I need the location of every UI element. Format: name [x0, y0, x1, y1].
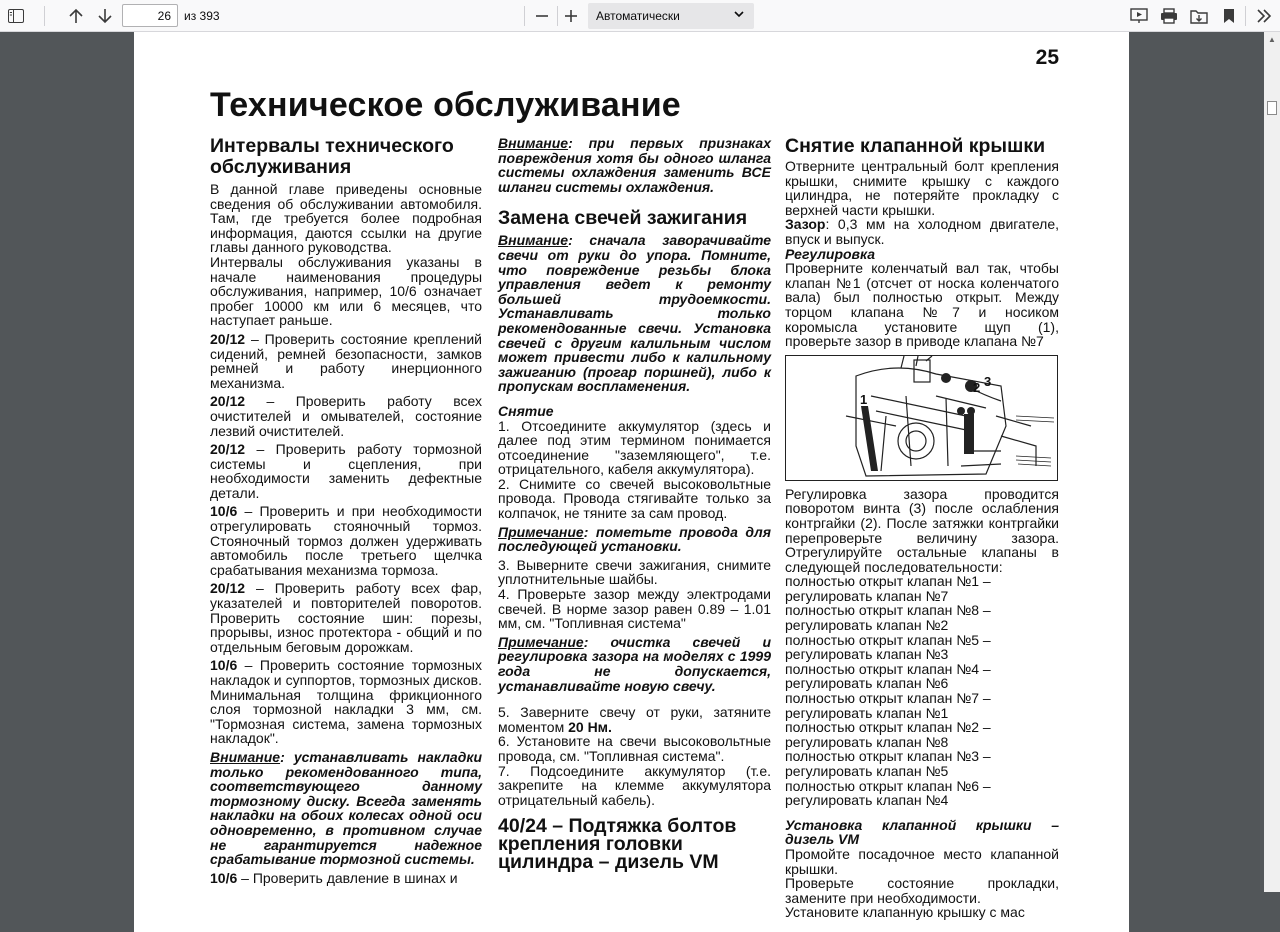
sequence-line: регулировать клапан №7 [785, 587, 949, 604]
bookmark-icon[interactable] [1217, 4, 1241, 28]
warning-text: : сначала заворачивайте свечи от руки до упора. Помните, что повреждение резьбы блока управления ведет к ремонту большей трудоемкости. Устанавливать только рекомендованные свечи. Установка свечей с другим калильным числом может привести либо к калильному зажиганию (прогар поршней), либо к пропускам воспламенения. [498, 232, 771, 395]
sequence-line: полностью открыт клапан №4 – [785, 660, 991, 677]
text-column-1 [210, 136, 482, 885]
toolbar-separator [524, 6, 525, 26]
maintenance-item [210, 871, 482, 886]
warning-note [498, 136, 771, 194]
interval-code: 20/12 [210, 330, 246, 347]
sequence-line: регулировать клапан №6 [785, 675, 949, 692]
sequence-line: полностью открыт клапан №1 – [785, 573, 991, 590]
maintenance-item [210, 504, 482, 577]
print-icon[interactable] [1157, 4, 1181, 28]
scroll-up-arrow-icon[interactable]: ▲ [1268, 35, 1276, 44]
sequence-line: полностью открыт клапан №2 – [785, 719, 991, 736]
torque-value: 20 Нм. [568, 718, 612, 735]
step-text: 5. Заверните свечу от руки, затяните моментом [498, 704, 771, 735]
interval-text: – Проверить работу всех фар, указателей и повторителей поворотов. Проверить состояние шин: порезы, прорывы, износ протектора - общий и по отдельным беговым дорожкам. [210, 580, 482, 655]
interval-text: – Проверить состояние креплений сидений, ремней безопасности, замков ремней и работу инерционного механизма. [210, 330, 482, 391]
warning-label: Внимание [210, 748, 281, 765]
gap-label: Зазор [785, 216, 826, 233]
figure-label-1: 1 [860, 391, 868, 407]
sequence-line: регулировать клапан №5 [785, 763, 949, 779]
maintenance-item [210, 332, 482, 390]
maintenance-item [210, 658, 482, 746]
page-title: Техническое обслуживание [210, 86, 681, 124]
figure-label-3: 3 [984, 373, 992, 389]
arrow-down-icon[interactable] [93, 4, 117, 28]
gap-text: : 0,3 мм на холодном двигателе, впуск и выпуск. [785, 216, 1059, 247]
note-label: Примечание [498, 523, 584, 540]
paragraph: Регулировка зазора проводится поворотом винта (3) после ослабления контргайки (2). После затяжки контргайки перепроверьте величину зазора. Отрегулируйте остальные клапаны в следующей последовательности: [785, 485, 1059, 575]
plus-icon[interactable] [559, 4, 583, 28]
interval-code: 20/12 [210, 441, 246, 458]
step: 4. Проверьте зазор между электродами свечей. В норме зазор равен 0.89 – 1.01 мм, см. "Топливная система" [498, 586, 771, 632]
section-heading: Снятие клапанной крышки [785, 135, 1046, 157]
interval-code: 10/6 [210, 869, 238, 886]
note [498, 635, 771, 693]
interval-code: 20/12 [210, 580, 246, 597]
note [498, 525, 771, 554]
toolbar-separator [557, 6, 558, 26]
step: 6. Установите на свечи высоковольтные провода, см. "Топливная система". [498, 733, 771, 764]
double-chevron-right-icon[interactable] [1252, 4, 1276, 28]
interval-code: 20/12 [210, 393, 246, 410]
paragraph: Промойте посадочное место клапанной крышки. [785, 845, 1059, 877]
step: 1. Отсоедините аккумулятор (здесь и далее под этим термином понимается отсоединение "заземляющего", т.е. отрицательного, кабеля аккумулятора). [498, 417, 771, 478]
maintenance-item [210, 581, 482, 654]
subheading: Регулировка [785, 245, 876, 262]
toolbar-separator [1245, 6, 1246, 26]
arrow-up-icon[interactable] [64, 4, 88, 28]
engine-illustration [786, 356, 1058, 481]
paragraph [785, 217, 1059, 246]
zoom-select[interactable] [588, 3, 754, 29]
zoom-select-value: Автоматически [596, 9, 680, 23]
warning-text: : устанавливать накладки только рекомендованного типа, соответствующего данному тормозному диску. Всегда заменять накладки на обоих колесах одной оси одновременно, в противном случае не гарантируется надежное срабатывание тормозной системы. [210, 748, 482, 868]
interval-code: 10/6 [210, 657, 238, 674]
paragraph: Проверьте состояние прокладки, замените при необходимости. [785, 875, 1059, 906]
interval-text: – Проверить работу тормозной системы и сцепления, при необходимости заменить дефектные детали. [210, 441, 482, 501]
warning-note [498, 233, 771, 394]
page-count-label: из 393 [184, 9, 220, 23]
section-heading: Интервалы технического обслуживания [210, 135, 454, 178]
minus-icon[interactable] [530, 4, 554, 28]
subheading: Установка клапанной крышки – дизель VM [785, 816, 1059, 848]
toolbar-separator [44, 6, 45, 26]
maintenance-item [210, 394, 482, 438]
figure-label-2: 2 [973, 379, 981, 395]
sidebar-toggle-icon[interactable] [4, 4, 28, 28]
sequence-line: полностью открыт клапан №5 – [785, 631, 991, 648]
sequence-line: регулировать клапан №2 [785, 617, 949, 634]
pdf-page [134, 32, 1129, 932]
note-text: : пометьте провода для последующей установки. [498, 523, 771, 555]
section-heading: 40/24 – Подтяжка болтов крепления головки цилиндра – дизель VM [498, 815, 737, 874]
paragraph: В данной главе приведены основные сведения об обслуживании автомобиля. Там, где требуется более подробная информация, даются ссылки на другие главы данного руководства. [210, 181, 482, 256]
step: 7. Подсоедините аккумулятор (т.е. закрепите на клемме аккумулятора отрицательный кабель). [498, 762, 771, 808]
page-number: 25 [1035, 46, 1059, 69]
section-heading: Замена свечей зажигания [498, 207, 748, 230]
text-column-2 [498, 136, 771, 875]
page-number-input[interactable] [122, 4, 178, 27]
subheading: Снятие [498, 402, 554, 419]
sequence-line: полностью открыт клапан №7 – [785, 690, 991, 707]
vertical-scrollbar[interactable] [1264, 32, 1280, 892]
sequence-line: регулировать клапан №1 [785, 704, 949, 721]
sequence-line: регулировать клапан №8 [785, 733, 949, 750]
interval-text: – Проверить работу всех очистителей и омывателей, состояние лезвий очистителей. [210, 393, 482, 439]
step: 2. Снимите со свечей высоковольтные провода. Провода стягивайте только за колпачок, не тяните за сам провод. [498, 475, 771, 522]
warning-note [210, 750, 482, 867]
presentation-icon[interactable] [1127, 4, 1151, 28]
scrollbar-thumb[interactable] [1267, 101, 1277, 115]
sequence-line: полностью открыт клапан №3 – [785, 748, 991, 765]
text-column-3 [785, 136, 1059, 920]
sequence-line: регулировать клапан №3 [785, 646, 949, 663]
interval-text: – Проверить давление в шинах и [237, 869, 458, 886]
paragraph: Интервалы обслуживания указаны в начале наименования процедуры обслуживания, например, 10/6 означает пробег 10000 км или 6 месяцев, что наступает раньше. [210, 253, 482, 329]
paragraph: Отверните центральный болт крепления крышки, снимите крышку с каждого цилиндра, не потеряйте прокладку с верхней части крышки. [785, 158, 1059, 218]
interval-text: – Проверить и при необходимости отрегулировать стояночный тормоз. Стояночный тормоз должен удерживать автомобиль после третьего щелчка срабатывания механизма тормоза. [210, 503, 482, 578]
pdf-toolbar [0, 0, 1280, 32]
step: 3. Выверните свечи зажигания, снимите уплотнительные шайбы. [498, 556, 771, 588]
sequence-line: регулировать клапан №4 [785, 792, 949, 809]
warning-label: Внимание [498, 232, 569, 249]
sequence-line: полностью открыт клапан №8 – [785, 602, 991, 619]
note-text: : очистка свечей и регулировка зазора на моделях с 1999 года не допускается, устанавливайте новую свечу. [498, 633, 771, 694]
paragraph: Установите клапанную крышку с мас [785, 904, 1025, 921]
chevron-down-icon [734, 8, 744, 22]
warning-label: Внимание [498, 135, 569, 151]
save-icon[interactable] [1187, 4, 1211, 28]
warning-text: : при первых признаках повреждения хотя бы одного шланга системы охлаждения заменить ВСЕ шланги системы охлаждения. [498, 135, 771, 195]
valve-adjustment-figure [785, 355, 1058, 481]
step [498, 705, 771, 734]
paragraph: Проверните коленчатый вал так, чтобы клапан №1 (отсчет от носка коленчатого вала) был полностью открыт. Между торцом клапана №7 и носиком коромысла установите щуп (1), проверьте зазор в приводе клапана №7 [785, 260, 1059, 350]
maintenance-item [210, 442, 482, 500]
sequence-line: полностью открыт клапан №6 – [785, 777, 991, 794]
interval-text: – Проверить состояние тормозных накладок и суппортов, тормозных дисков. Минимальная толщина фрикционного слоя тормозной накладки 3 мм, см. "Тормозная система, замена тормозных накладок". [210, 657, 482, 747]
note-label: Примечание [498, 633, 584, 650]
interval-code: 10/6 [210, 503, 238, 520]
